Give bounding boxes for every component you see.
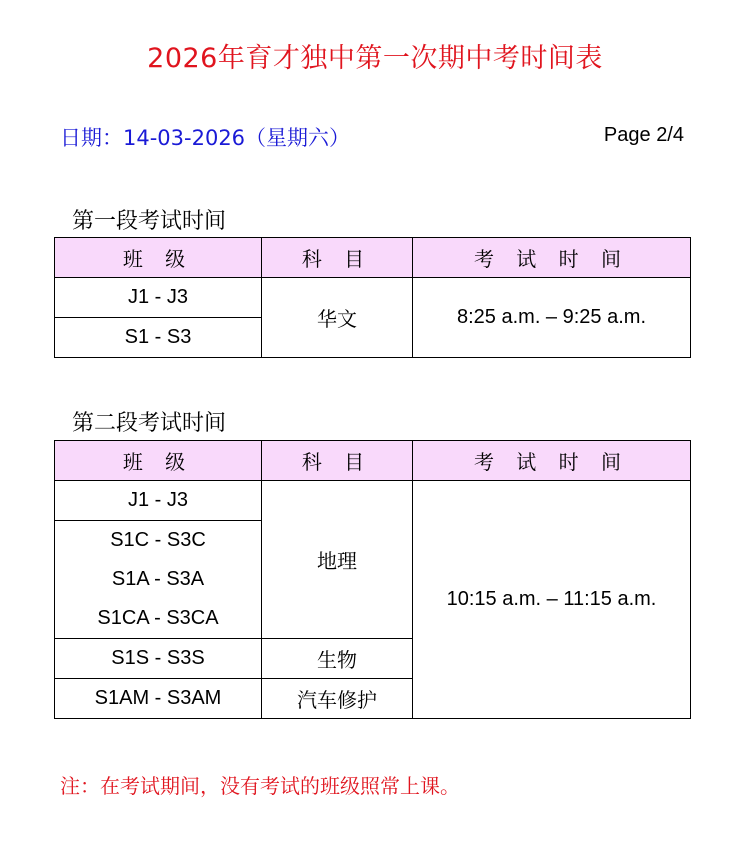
subject-cell: 汽车修护 [262, 679, 413, 719]
class-cell: S1S - S3S [55, 639, 262, 679]
time-cell: 10:15 a.m. – 11:15 a.m. [413, 481, 691, 719]
class-cell: S1AM - S3AM [55, 679, 262, 719]
class-cell: S1 - S3 [55, 318, 262, 358]
table-header-row [55, 238, 691, 278]
header-time: 考 试 时 间 [413, 441, 691, 481]
page-number: Page 2/4 [603, 124, 684, 146]
header-time: 考 试 时 间 [413, 238, 691, 278]
subject-cell: 生物 [262, 639, 413, 679]
section2-title: 第二段考试时间 [72, 411, 227, 436]
time-cell: 8:25 a.m. – 9:25 a.m. [413, 278, 691, 358]
class-cell: S1C - S3C [55, 521, 262, 561]
table-header-row [55, 441, 691, 481]
exam-date: 日期：14-03-2026（星期六） [60, 126, 351, 150]
section1-title: 第一段考试时间 [72, 209, 227, 234]
footer-note: 注：在考试期间，没有考试的班级照常上课。 [60, 774, 460, 798]
header-class: 班 级 [55, 238, 262, 278]
table-row [55, 481, 691, 521]
header-subject: 科 目 [262, 238, 413, 278]
class-cell: S1CA - S3CA [55, 599, 262, 639]
class-cell: S1A - S3A [55, 560, 262, 599]
section2-table [54, 440, 691, 719]
header-subject: 科 目 [262, 441, 413, 481]
section1-table [54, 237, 691, 358]
page-title: 2026年育才独中第一次期中考时间表 [147, 43, 603, 74]
subject-cell: 地理 [262, 481, 413, 639]
subject-cell: 华文 [262, 278, 413, 358]
class-cell: J1 - J3 [55, 278, 262, 318]
class-cell: J1 - J3 [55, 481, 262, 521]
table-row [55, 278, 691, 318]
header-class: 班 级 [55, 441, 262, 481]
